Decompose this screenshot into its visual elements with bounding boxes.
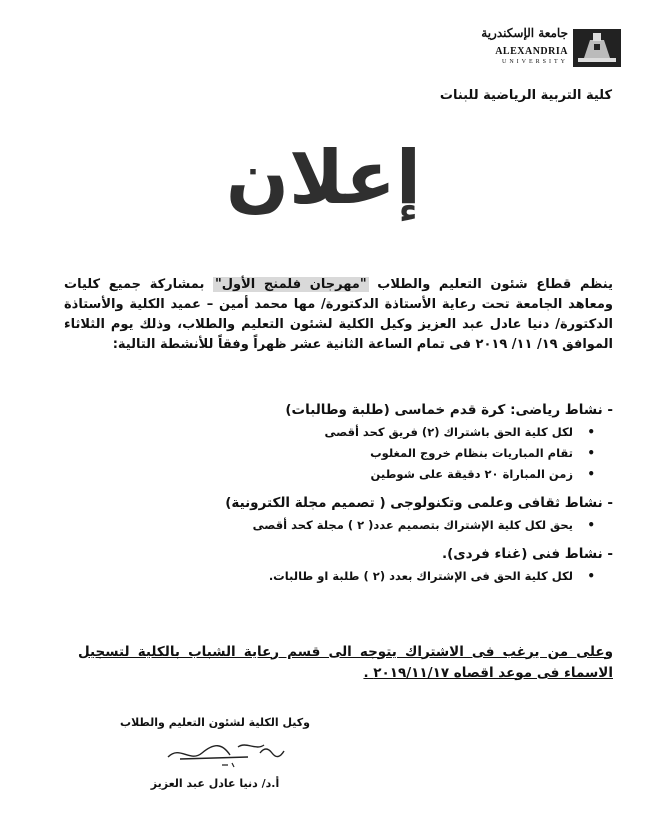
signatory-title: وكيل الكلية لشئون التعليم والطلاب [120,716,310,729]
activity-title: - نشاط فنى (غناء فردى). [441,546,613,562]
list-item: • لكل كلية الحق فى الإشتراك بعدد (٢ ) طلبة او طالبات. [80,566,573,587]
lighthouse-emblem-icon [572,28,622,68]
activity-sports [80,400,613,485]
intro-text-start: ينظم قطاع شئون التعليم والطلاب [368,277,613,292]
intro-paragraph [64,275,613,355]
signatory-name: أ.د/ دنيا عادل عبد العزيز [150,777,280,790]
page-title: إعلان [225,135,422,221]
registration-notice: وعلى من يرغب فى الاشتراك يتوجه الى قسم رعاية الشباب بالكلية لتسجيل الاسماء فى موعد اقصاه ٢٠١٩/١١/١٧ . [78,643,613,681]
list-item: • يحق لكل كلية الإشتراك بتصميم عدد( ٢ ) مجلة كحد أقصى [80,515,573,536]
intro-text-rest: بمشاركة جميع كليات ومعاهد الجامعة تحت رعاية الأستاذة الدكتورة/ مها محمد أمين – عميد الكلية والأستاذة الدكتورة/ دنيا عادل عبد العزيز وكيل الكلية لشئون التعليم والطلاب، وذلك يوم الثلاثاء الموافق ١٩/ ١١/ ٢٠١٩ فى تمام الساعة الثانية عشر ظهراً وفقاً للأنشطة التالية: [64,277,613,352]
list-item: • تقام المباريات بنظام خروج المغلوب [80,443,573,464]
logo-english-text: ALEXANDRIA [495,46,568,57]
faculty-name: كلية التربية الرياضية للبنات [439,88,612,103]
list-item: • لكل كلية الحق باشتراك (٢) فريق كحد أقصى [80,422,573,443]
activity-art [80,544,613,587]
logo-university-text: UNIVERSITY [502,59,568,65]
activity-title: - نشاط ثقافى وعلمى وتكنولوجى ( تصميم مجلة الكترونية) [225,495,613,511]
festival-name-highlight: "مهرجان فلمنج الأول" [214,277,367,292]
activity-title: - نشاط رياضى: كرة قدم خماسى (طلبة وطالبات) [285,402,613,418]
logo-arabic-text: جامعة الإسكندرية [481,26,568,40]
handwritten-signature [160,735,310,771]
activity-cultural [80,493,613,536]
list-item: • زمن المباراة ٢٠ دقيقة على شوطين [80,464,573,485]
signature-block [120,716,310,790]
activities-list [80,400,613,595]
university-logo [462,26,622,74]
